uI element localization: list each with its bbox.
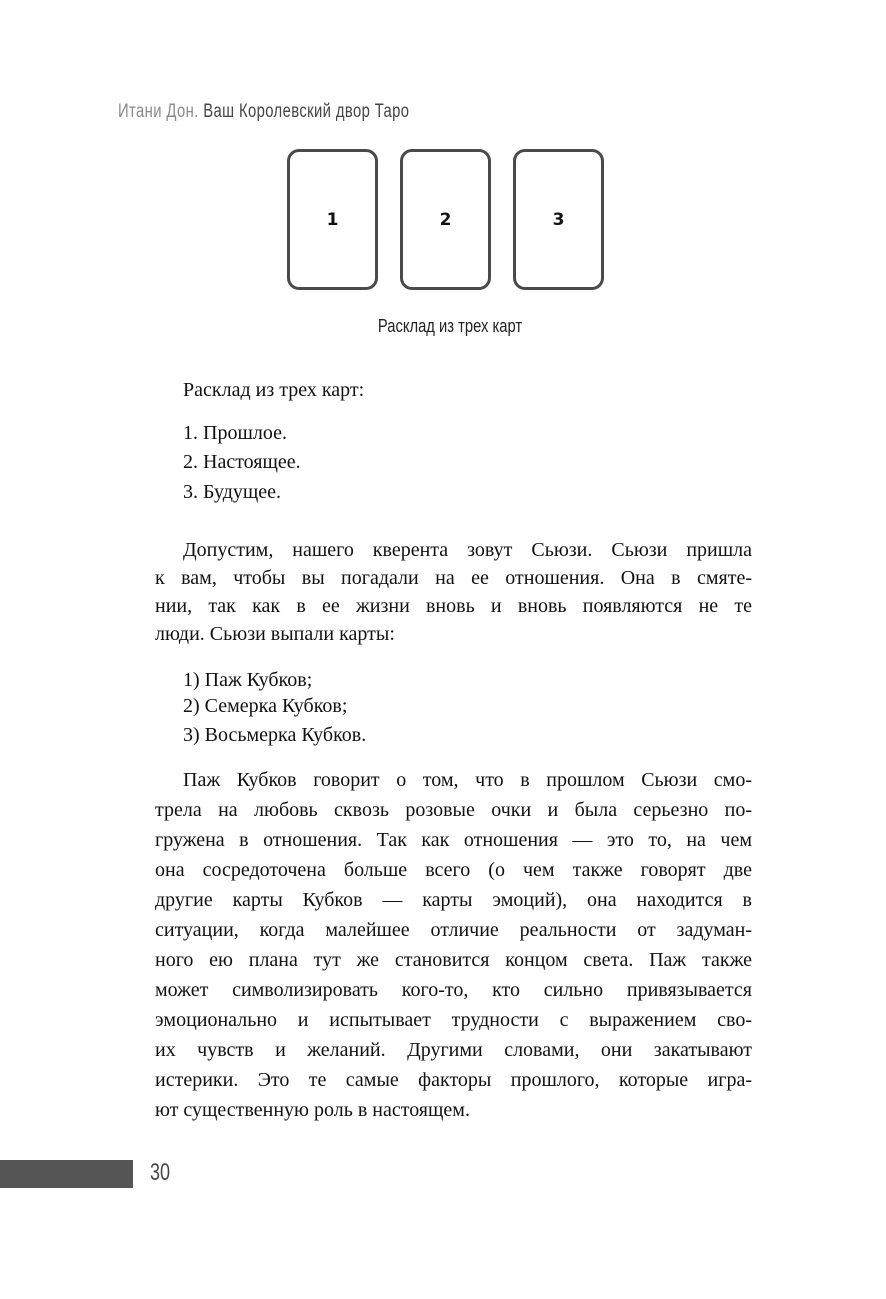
paragraph-line: люди. Сьюзи выпали карты: xyxy=(155,623,395,645)
paragraph-line: нии, так как в ее жизни вновь и вновь появляются не те xyxy=(155,595,752,617)
paragraph-line: их чувств и желаний. Другими словами, они закатывают xyxy=(155,1039,752,1061)
card-number: 1 xyxy=(326,209,339,230)
figure-caption: Расклад из трех карт xyxy=(377,316,523,336)
list-item: 1) Паж Кубков; xyxy=(183,669,313,691)
paragraph-line: Допустим, нашего кверента зовут Сьюзи. Сьюзи пришла xyxy=(183,539,752,561)
card-number: 2 xyxy=(439,209,452,230)
card-position-2 xyxy=(400,149,491,290)
intro-line: Расклад из трех карт: xyxy=(183,379,365,401)
paragraph-line: истерики. Это те самые факторы прошлого, которые игра- xyxy=(155,1069,752,1091)
paragraph-line: эмоционально и испытывает трудности с выражением сво- xyxy=(155,1009,752,1031)
running-header xyxy=(118,101,409,123)
card-number: 3 xyxy=(552,209,565,230)
list-item: 3. Будущее. xyxy=(183,481,282,503)
paragraph-line: ного ею плана тут же становится концом света. Паж также xyxy=(155,949,752,971)
list-item: 1. Прошлое. xyxy=(183,422,287,444)
list-item: 2) Семерка Кубков; xyxy=(183,695,348,717)
paragraph-line: другие карты Кубков — карты эмоций), она находится в xyxy=(155,889,752,911)
card-position-3 xyxy=(513,149,604,290)
paragraph-line: трела на любовь сквозь розовые очки и была серьезно по- xyxy=(155,799,752,821)
page-number: 30 xyxy=(150,1159,171,1186)
paragraph-line: ситуации, когда малейшее отличие реальности от задуман- xyxy=(155,919,752,941)
footer-bar xyxy=(0,1160,133,1188)
header-author: Итани Дон. xyxy=(118,101,199,122)
header-title: Ваш Королевский двор Таро xyxy=(203,101,410,122)
list-item: 3) Восьмерка Кубков. xyxy=(183,724,367,746)
paragraph-line: Паж Кубков говорит о том, что в прошлом Сьюзи смо- xyxy=(183,769,752,791)
paragraph-line: может символизировать кого-то, кто сильно привязывается xyxy=(155,979,752,1001)
card-position-1 xyxy=(287,149,378,290)
paragraph-line: к вам, чтобы вы погадали на ее отношения. Она в смяте- xyxy=(155,567,752,589)
paragraph-line: она сосредоточена больше всего (о чем также говорят две xyxy=(155,859,752,881)
list-item: 2. Настоящее. xyxy=(183,451,301,473)
paragraph-line: гружена в отношения. Так как отношения — это то, на чем xyxy=(155,829,752,851)
paragraph-line: ют существенную роль в настоящем. xyxy=(155,1099,470,1121)
